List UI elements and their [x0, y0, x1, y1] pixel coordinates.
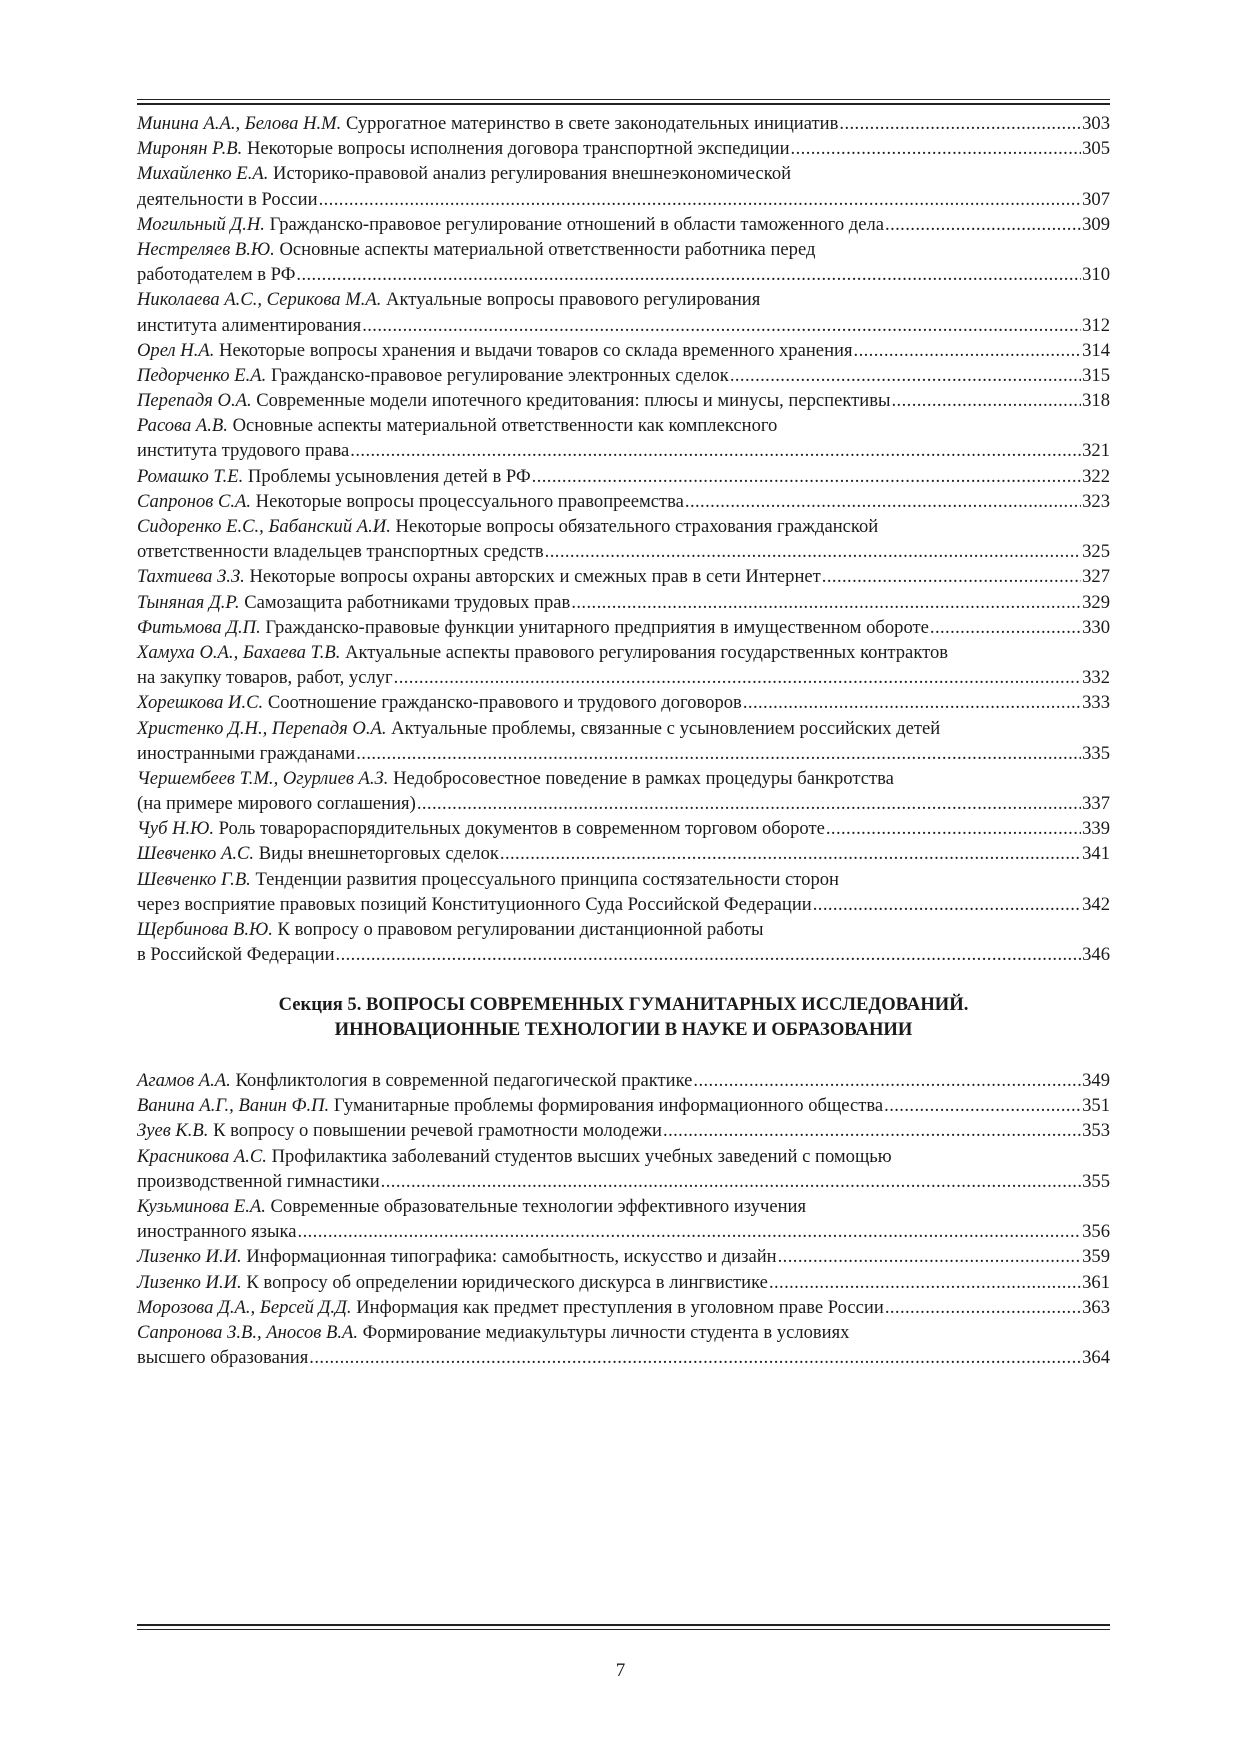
- toc-entry: [137, 1068, 1110, 1093]
- toc-entry-line: [137, 791, 1110, 816]
- toc-entry-author: Чершембеев Т.М., Огурлиев А.З.: [137, 767, 389, 789]
- toc-entry-author: Николаева А.С., Серикова М.А.: [137, 289, 382, 311]
- toc-entry-line: [137, 539, 1110, 564]
- toc-entry-line: [137, 1194, 1110, 1219]
- toc-entry-line: [137, 640, 1110, 665]
- toc-entry-title: Некоторые вопросы обязательного страхования гражданской: [395, 516, 879, 537]
- dot-leader: [769, 1270, 1081, 1295]
- toc-entry-page: 342: [1082, 893, 1110, 915]
- toc-entry: [137, 564, 1110, 589]
- toc-entry-title: Суррогатное материнство в свете законодательных инициатив: [345, 113, 839, 134]
- toc-entry-author: Хамуха О.А., Бахаева Т.В.: [137, 641, 341, 663]
- toc-entry-title-cont: работодателем в РФ: [137, 264, 296, 286]
- dot-leader: [356, 741, 1081, 766]
- toc-entry: [137, 1270, 1110, 1295]
- toc-entry-title-cont: иностранными гражданами: [137, 742, 356, 764]
- toc-entry-title: Некоторые вопросы исполнения договора транспортной экспедиции: [246, 138, 790, 160]
- toc-entry: [137, 1118, 1110, 1143]
- toc-entry-line: [137, 1244, 1110, 1269]
- toc-entry-text: [137, 489, 684, 514]
- dot-leader: [663, 1118, 1081, 1143]
- toc-entry-text: [137, 163, 791, 184]
- toc-entry-author: Шевченко А.С.: [137, 843, 255, 865]
- toc-entry-title: Гражданско-правовое регулирование отношений в области таможенного дела: [269, 213, 885, 235]
- dot-leader: [730, 363, 1081, 388]
- toc-entry-page: 305: [1082, 138, 1110, 160]
- dot-leader: [319, 187, 1082, 212]
- toc-entry-line: [137, 590, 1110, 615]
- toc-entry-title: Гуманитарные проблемы формирования информационного общества: [333, 1095, 884, 1117]
- toc-entry: [137, 917, 1110, 967]
- dot-leader: [336, 942, 1082, 967]
- toc-entry: [137, 766, 1110, 816]
- toc-entry-title: Актуальные аспекты правового регулирования государственных контрактов: [345, 641, 949, 663]
- toc-entry-line: [137, 690, 1110, 715]
- toc-entry-line: [137, 1144, 1110, 1169]
- toc-entry-author: Лизенко И.И.: [137, 1271, 242, 1293]
- toc-entry: [137, 640, 1110, 690]
- toc-entry-text: [137, 841, 499, 866]
- toc-entry: [137, 388, 1110, 413]
- toc-entry-text: [137, 869, 839, 890]
- toc-entry-author: Тыняная Д.Р.: [137, 591, 240, 613]
- toc-entry-title: Гражданско-правовое регулирование электронных сделок: [270, 364, 729, 386]
- toc-entry-author: Агамов А.А.: [137, 1070, 231, 1091]
- toc-entry-line: [137, 615, 1110, 640]
- toc-entry-author: Зуев К.В.: [137, 1120, 209, 1142]
- dot-leader: [296, 262, 1081, 287]
- toc-entry-author: Миронян Р.В.: [137, 138, 243, 160]
- dot-leader: [362, 313, 1081, 338]
- toc-entry-line: [137, 1320, 1110, 1345]
- toc-entry-title: Самозащита работниками трудовых прав: [244, 591, 571, 613]
- toc-entry-line: [137, 841, 1110, 866]
- toc-entry-title: Соотношение гражданско-правового и трудового договоров: [267, 692, 742, 714]
- toc-entry-title: Проблемы усыновления детей в РФ: [247, 465, 531, 487]
- toc-entry-page: 335: [1082, 742, 1110, 764]
- toc-entry-text: [137, 816, 825, 841]
- toc-entry-author: Лизенко И.И.: [137, 1246, 242, 1268]
- toc-entry-line: [137, 892, 1110, 917]
- toc-entry-title: Роль товарораспорядительных документов в современном торговом обороте: [218, 818, 825, 840]
- dot-leader: [930, 615, 1081, 640]
- toc-entry-author: Щербинова В.Ю.: [137, 919, 273, 940]
- toc-entry: [137, 1144, 1110, 1194]
- toc-entry-page: 330: [1082, 616, 1110, 638]
- toc-entry-author: Минина А.А., Белова Н.М.: [137, 113, 342, 134]
- toc-entry-page: 364: [1082, 1347, 1110, 1369]
- toc-entry-title-cont: на закупку товаров, работ, услуг: [137, 667, 393, 689]
- toc-entry-page: 353: [1082, 1120, 1110, 1142]
- toc-entry-line: [137, 1118, 1110, 1143]
- toc-entry-line: [137, 464, 1110, 489]
- toc-entry-line: [137, 867, 1110, 892]
- dot-leader: [350, 438, 1081, 463]
- toc-entry-line: [137, 942, 1110, 967]
- toc-entry-line: [137, 564, 1110, 589]
- toc-entry-title-cont: (на примере мирового соглашения): [137, 793, 416, 815]
- toc-entry-title: К вопросу о повышении речевой грамотности молодежи: [213, 1120, 663, 1142]
- toc-entry-line: [137, 741, 1110, 766]
- toc-entry-title-cont: института трудового права: [137, 440, 350, 462]
- dot-leader: [545, 539, 1081, 564]
- toc-entry-author: Фитьмова Д.П.: [137, 616, 261, 638]
- toc-entry-title: Тенденции развития процессуального принципа состязательности сторон: [255, 868, 839, 890]
- toc-entry-page: 341: [1082, 843, 1110, 865]
- dot-leader: [743, 690, 1081, 715]
- toc-entry-text: [137, 1322, 849, 1343]
- page-number: 7: [615, 1660, 626, 1681]
- toc-entry-text: [137, 111, 838, 136]
- toc-entry-author: Перепадя О.А.: [137, 390, 252, 412]
- top-rule-thick: [137, 103, 1110, 105]
- toc-entry: [137, 212, 1110, 237]
- toc-entry-page: 332: [1082, 667, 1110, 689]
- toc-entry-page: 361: [1082, 1271, 1110, 1293]
- section5-title-line1: Секция 5. ВОПРОСЫ СОВРЕМЕННЫХ ГУМАНИТАРНЫХ ИССЛЕДОВАНИЙ.: [278, 994, 969, 1015]
- dot-leader: [892, 388, 1082, 413]
- toc-entry-title-cont: через восприятие правовых позиций Конституционного Суда Российской Федерации: [137, 893, 812, 915]
- toc-entry-line: [137, 917, 1110, 942]
- toc-entry-title-cont: производственной гимнастики: [137, 1170, 380, 1192]
- dot-leader: [885, 1295, 1081, 1320]
- dot-leader: [813, 892, 1081, 917]
- toc-entry-line: [137, 136, 1110, 161]
- toc-entry-text: [137, 1270, 768, 1295]
- dot-leader: [885, 212, 1081, 237]
- toc-entry-title-cont: деятельности в России: [137, 188, 318, 210]
- toc-entry-title: Актуальные проблемы, связанные с усыновлением российских детей: [391, 717, 941, 739]
- toc-entry-title: Гражданско-правовые функции унитарного предприятия в имущественном обороте: [265, 616, 929, 638]
- toc-entry-author: Христенко Д.Н., Перепадя О.А.: [137, 717, 387, 739]
- toc-entry-text: [137, 516, 878, 537]
- toc-entry-page: 351: [1082, 1095, 1110, 1117]
- dot-leader: [532, 464, 1081, 489]
- toc-entry: [137, 690, 1110, 715]
- toc-entry-page: 346: [1082, 944, 1110, 966]
- toc-entry-line: [137, 438, 1110, 463]
- toc-entry-text: [137, 363, 729, 388]
- toc-entry-line: [137, 1345, 1110, 1370]
- toc-entry: [137, 1320, 1110, 1370]
- toc-entry-line: [137, 313, 1110, 338]
- toc-entry: [137, 816, 1110, 841]
- toc-entry-title: Профилактика заболеваний студентов высших учебных заведений с помощью: [271, 1145, 892, 1167]
- toc-entry-text: [137, 564, 821, 589]
- bottom-rule: [137, 1629, 1110, 1630]
- toc-entry-title: Виды внешнеторговых сделок: [258, 843, 499, 865]
- toc-entry-page: 349: [1082, 1070, 1110, 1091]
- toc-entry-title: Некоторые вопросы охраны авторских и смежных прав в сети Интернет: [249, 566, 821, 588]
- toc-entry-author: Сидоренко Е.С., Бабанский А.И.: [137, 516, 391, 537]
- toc-entry-page: 355: [1082, 1170, 1110, 1192]
- dot-leader: [884, 1093, 1081, 1118]
- toc-entry-page: 314: [1082, 339, 1110, 361]
- toc-entry-line: [137, 161, 1110, 186]
- toc-entry-title-cont: высшего образования: [137, 1347, 309, 1369]
- toc-entry-text: [137, 1093, 883, 1118]
- toc-entry: [137, 363, 1110, 388]
- toc-entry-text: [137, 1295, 884, 1320]
- toc-entry-page: 356: [1082, 1221, 1110, 1243]
- dot-leader: [298, 1219, 1082, 1244]
- toc-entry-author: Могильный Д.Н.: [137, 213, 265, 235]
- toc-entry-page: 310: [1082, 264, 1110, 286]
- toc-entry-page: 309: [1082, 213, 1110, 235]
- dot-leader: [839, 111, 1081, 136]
- toc-entry-title-cont: в Российской Федерации: [137, 944, 335, 966]
- toc-entry-author: Ванина А.Г., Ванин Ф.П.: [137, 1095, 330, 1117]
- dot-leader: [778, 1244, 1081, 1269]
- toc-entry-text: [137, 919, 764, 940]
- dot-leader: [500, 841, 1081, 866]
- toc-entry-page: 337: [1082, 793, 1110, 815]
- toc-entry: [137, 489, 1110, 514]
- toc-entry-text: [137, 590, 570, 615]
- toc-entry: [137, 1093, 1110, 1118]
- toc-entry-author: Расова А.В.: [137, 415, 228, 437]
- dot-leader: [685, 489, 1081, 514]
- toc-entry-page: 303: [1082, 113, 1110, 134]
- toc-entry-title: К вопросу об определении юридического дискурса в лингвистике: [246, 1271, 768, 1293]
- toc-entry-line: [137, 1295, 1110, 1320]
- toc-entry-title: К вопросу о правовом регулировании дистанционной работы: [277, 919, 764, 940]
- toc-entry-text: [137, 338, 853, 363]
- toc-entry-line: [137, 514, 1110, 539]
- toc-entry-text: [137, 388, 891, 413]
- toc-entry-text: [137, 1068, 692, 1093]
- toc-entry-line: [137, 665, 1110, 690]
- toc-entry-author: Михайленко Е.А.: [137, 163, 269, 185]
- toc-entry-page: 329: [1082, 591, 1110, 613]
- toc-entry: [137, 841, 1110, 866]
- dot-leader: [394, 665, 1081, 690]
- toc-entry-line: [137, 1169, 1110, 1194]
- toc-entry: [137, 338, 1110, 363]
- toc-entry-text: [137, 239, 815, 260]
- toc-entry-page: 339: [1082, 818, 1110, 840]
- toc-entry-title: Конфликтология в современной педагогической практике: [235, 1070, 693, 1091]
- toc-entry-author: Нестреляев В.Ю.: [137, 238, 275, 260]
- toc-entry-line: [137, 1068, 1110, 1093]
- toc-entry-line: [137, 413, 1110, 438]
- toc-entry-line: [137, 1270, 1110, 1295]
- toc-list-part1: [137, 111, 1110, 967]
- toc-entry-title: Современные модели ипотечного кредитования: плюсы и минусы, перспективы: [256, 390, 891, 412]
- toc-entry-line: [137, 287, 1110, 312]
- dot-leader: [822, 564, 1081, 589]
- toc-entry-title: Некоторые вопросы процессуального правопреемства: [255, 490, 684, 512]
- toc-entry-author: Чуб Н.Ю.: [137, 818, 214, 840]
- toc-entry-line: [137, 816, 1110, 841]
- toc-entry-author: Ромашко Т.Е.: [137, 465, 244, 487]
- toc-entry-author: Педорченко Е.А.: [137, 364, 267, 386]
- toc-entry: [137, 464, 1110, 489]
- toc-entry-text: [137, 1146, 892, 1167]
- toc-entry: [137, 136, 1110, 161]
- toc-entry-line: [137, 237, 1110, 262]
- toc-entry: [137, 413, 1110, 463]
- toc-entry-line: [137, 262, 1110, 287]
- toc-entry-text: [137, 1244, 777, 1269]
- toc-entry-page: 327: [1082, 566, 1110, 588]
- toc-entry-title: Основные аспекты материальной ответственности работника перед: [279, 238, 816, 260]
- toc-entry-line: [137, 363, 1110, 388]
- toc-entry-line: [137, 1093, 1110, 1118]
- toc-entry-author: Красникова А.С.: [137, 1145, 267, 1167]
- toc-entry-page: 325: [1082, 541, 1110, 563]
- toc-entry-title: Некоторые вопросы хранения и выдачи товаров со склада временного хранения: [219, 339, 853, 361]
- dot-leader: [693, 1068, 1081, 1093]
- toc-entry-page: 315: [1082, 364, 1110, 386]
- toc-entry-page: 363: [1082, 1296, 1110, 1318]
- dot-leader: [381, 1169, 1081, 1194]
- toc-entry: [137, 867, 1110, 917]
- dot-leader: [791, 136, 1082, 161]
- toc-entry-page: 312: [1082, 314, 1110, 336]
- toc-entry-title: Историко-правовой анализ регулирования внешнеэкономической: [273, 163, 792, 185]
- toc-entry: [137, 287, 1110, 337]
- toc-entry-page: 307: [1082, 188, 1110, 210]
- section5-title-line2: ИННОВАЦИОННЫЕ ТЕХНОЛОГИИ В НАУКЕ И ОБРАЗОВАНИИ: [334, 1019, 913, 1040]
- toc-entry-title: Актуальные вопросы правового регулирования: [386, 289, 761, 311]
- toc-entry: [137, 1194, 1110, 1244]
- toc-entry-author: Орел Н.А.: [137, 339, 215, 361]
- toc-entry-line: [137, 716, 1110, 741]
- toc-entry-line: [137, 338, 1110, 363]
- toc-entry-page: 322: [1082, 465, 1110, 487]
- toc-entry-author: Сапронова З.В., Аносов В.А.: [137, 1321, 358, 1343]
- toc-entry-line: [137, 212, 1110, 237]
- toc-entry-line: [137, 111, 1110, 136]
- toc-entry-page: 359: [1082, 1246, 1110, 1268]
- toc-entry-text: [137, 768, 894, 789]
- toc-entry-title: Основные аспекты материальной ответственности как комплексного: [232, 415, 778, 437]
- toc-entry: [137, 161, 1110, 211]
- toc-entry-title-cont: иностранного языка: [137, 1221, 297, 1243]
- toc-entry: [137, 615, 1110, 640]
- toc-entry-text: [137, 718, 940, 739]
- toc-entry-line: [137, 187, 1110, 212]
- toc-entry-text: [137, 464, 531, 489]
- toc-entry-page: 321: [1082, 440, 1110, 462]
- toc-entry-text: [137, 1196, 806, 1217]
- toc-entry-title: Формирование медиакультуры личности студента в условиях: [362, 1321, 850, 1343]
- toc-entry-author: Кузьминова Е.А.: [137, 1195, 266, 1217]
- toc-entry-text: [137, 136, 790, 161]
- bottom-rule-thick: [137, 1624, 1110, 1626]
- toc-entry-page: 318: [1082, 390, 1110, 412]
- toc-entry-author: Тахтиева З.З.: [137, 566, 245, 588]
- toc-entry: [137, 111, 1110, 136]
- toc-entry: [137, 590, 1110, 615]
- toc-entry-text: [137, 1118, 662, 1143]
- toc-entry-text: [137, 415, 777, 436]
- toc-entry-text: [137, 289, 760, 310]
- toc-entry-text: [137, 690, 742, 715]
- toc-entry: [137, 237, 1110, 287]
- toc-entry-title-cont: института алиментирования: [137, 314, 362, 336]
- toc-entry-author: Сапронов С.А.: [137, 490, 252, 512]
- toc-entry: [137, 716, 1110, 766]
- toc-entry-line: [137, 1219, 1110, 1244]
- toc-entry-title: Современные образовательные технологии эффективного изучения: [270, 1195, 807, 1217]
- toc-entry-author: Хорешкова И.С.: [137, 692, 264, 714]
- toc-entry-title: Информационная типографика: самобытность, искусство и дизайн: [246, 1246, 777, 1268]
- toc-entry: [137, 514, 1110, 564]
- toc-entry: [137, 1244, 1110, 1269]
- toc-list-part2: [137, 1068, 1110, 1370]
- dot-leader: [826, 816, 1081, 841]
- toc-entry-author: Шевченко Г.В.: [137, 868, 251, 890]
- dot-leader: [309, 1345, 1081, 1370]
- toc-entry-text: [137, 212, 884, 237]
- dot-leader: [854, 338, 1082, 363]
- section5-heading: [137, 992, 1110, 1042]
- toc-entry-title-cont: ответственности владельцев транспортных средств: [137, 541, 544, 563]
- top-rule: [137, 99, 1110, 100]
- toc-entry-text: [137, 615, 929, 640]
- toc-entry-text: [137, 642, 948, 663]
- toc-entry: [137, 1295, 1110, 1320]
- toc-entry-page: 323: [1082, 490, 1110, 512]
- dot-leader: [571, 590, 1081, 615]
- toc-entry-author: Морозова Д.А., Берсей Д.Д.: [137, 1296, 352, 1318]
- toc-entry-line: [137, 388, 1110, 413]
- toc-entry-line: [137, 489, 1110, 514]
- dot-leader: [417, 791, 1081, 816]
- toc-entry-title: Информация как предмет преступления в уголовном праве России: [356, 1296, 884, 1318]
- toc-entry-title: Недобросовестное поведение в рамках процедуры банкротства: [393, 767, 894, 789]
- toc-entry-page: 333: [1082, 692, 1110, 714]
- toc-entry-line: [137, 766, 1110, 791]
